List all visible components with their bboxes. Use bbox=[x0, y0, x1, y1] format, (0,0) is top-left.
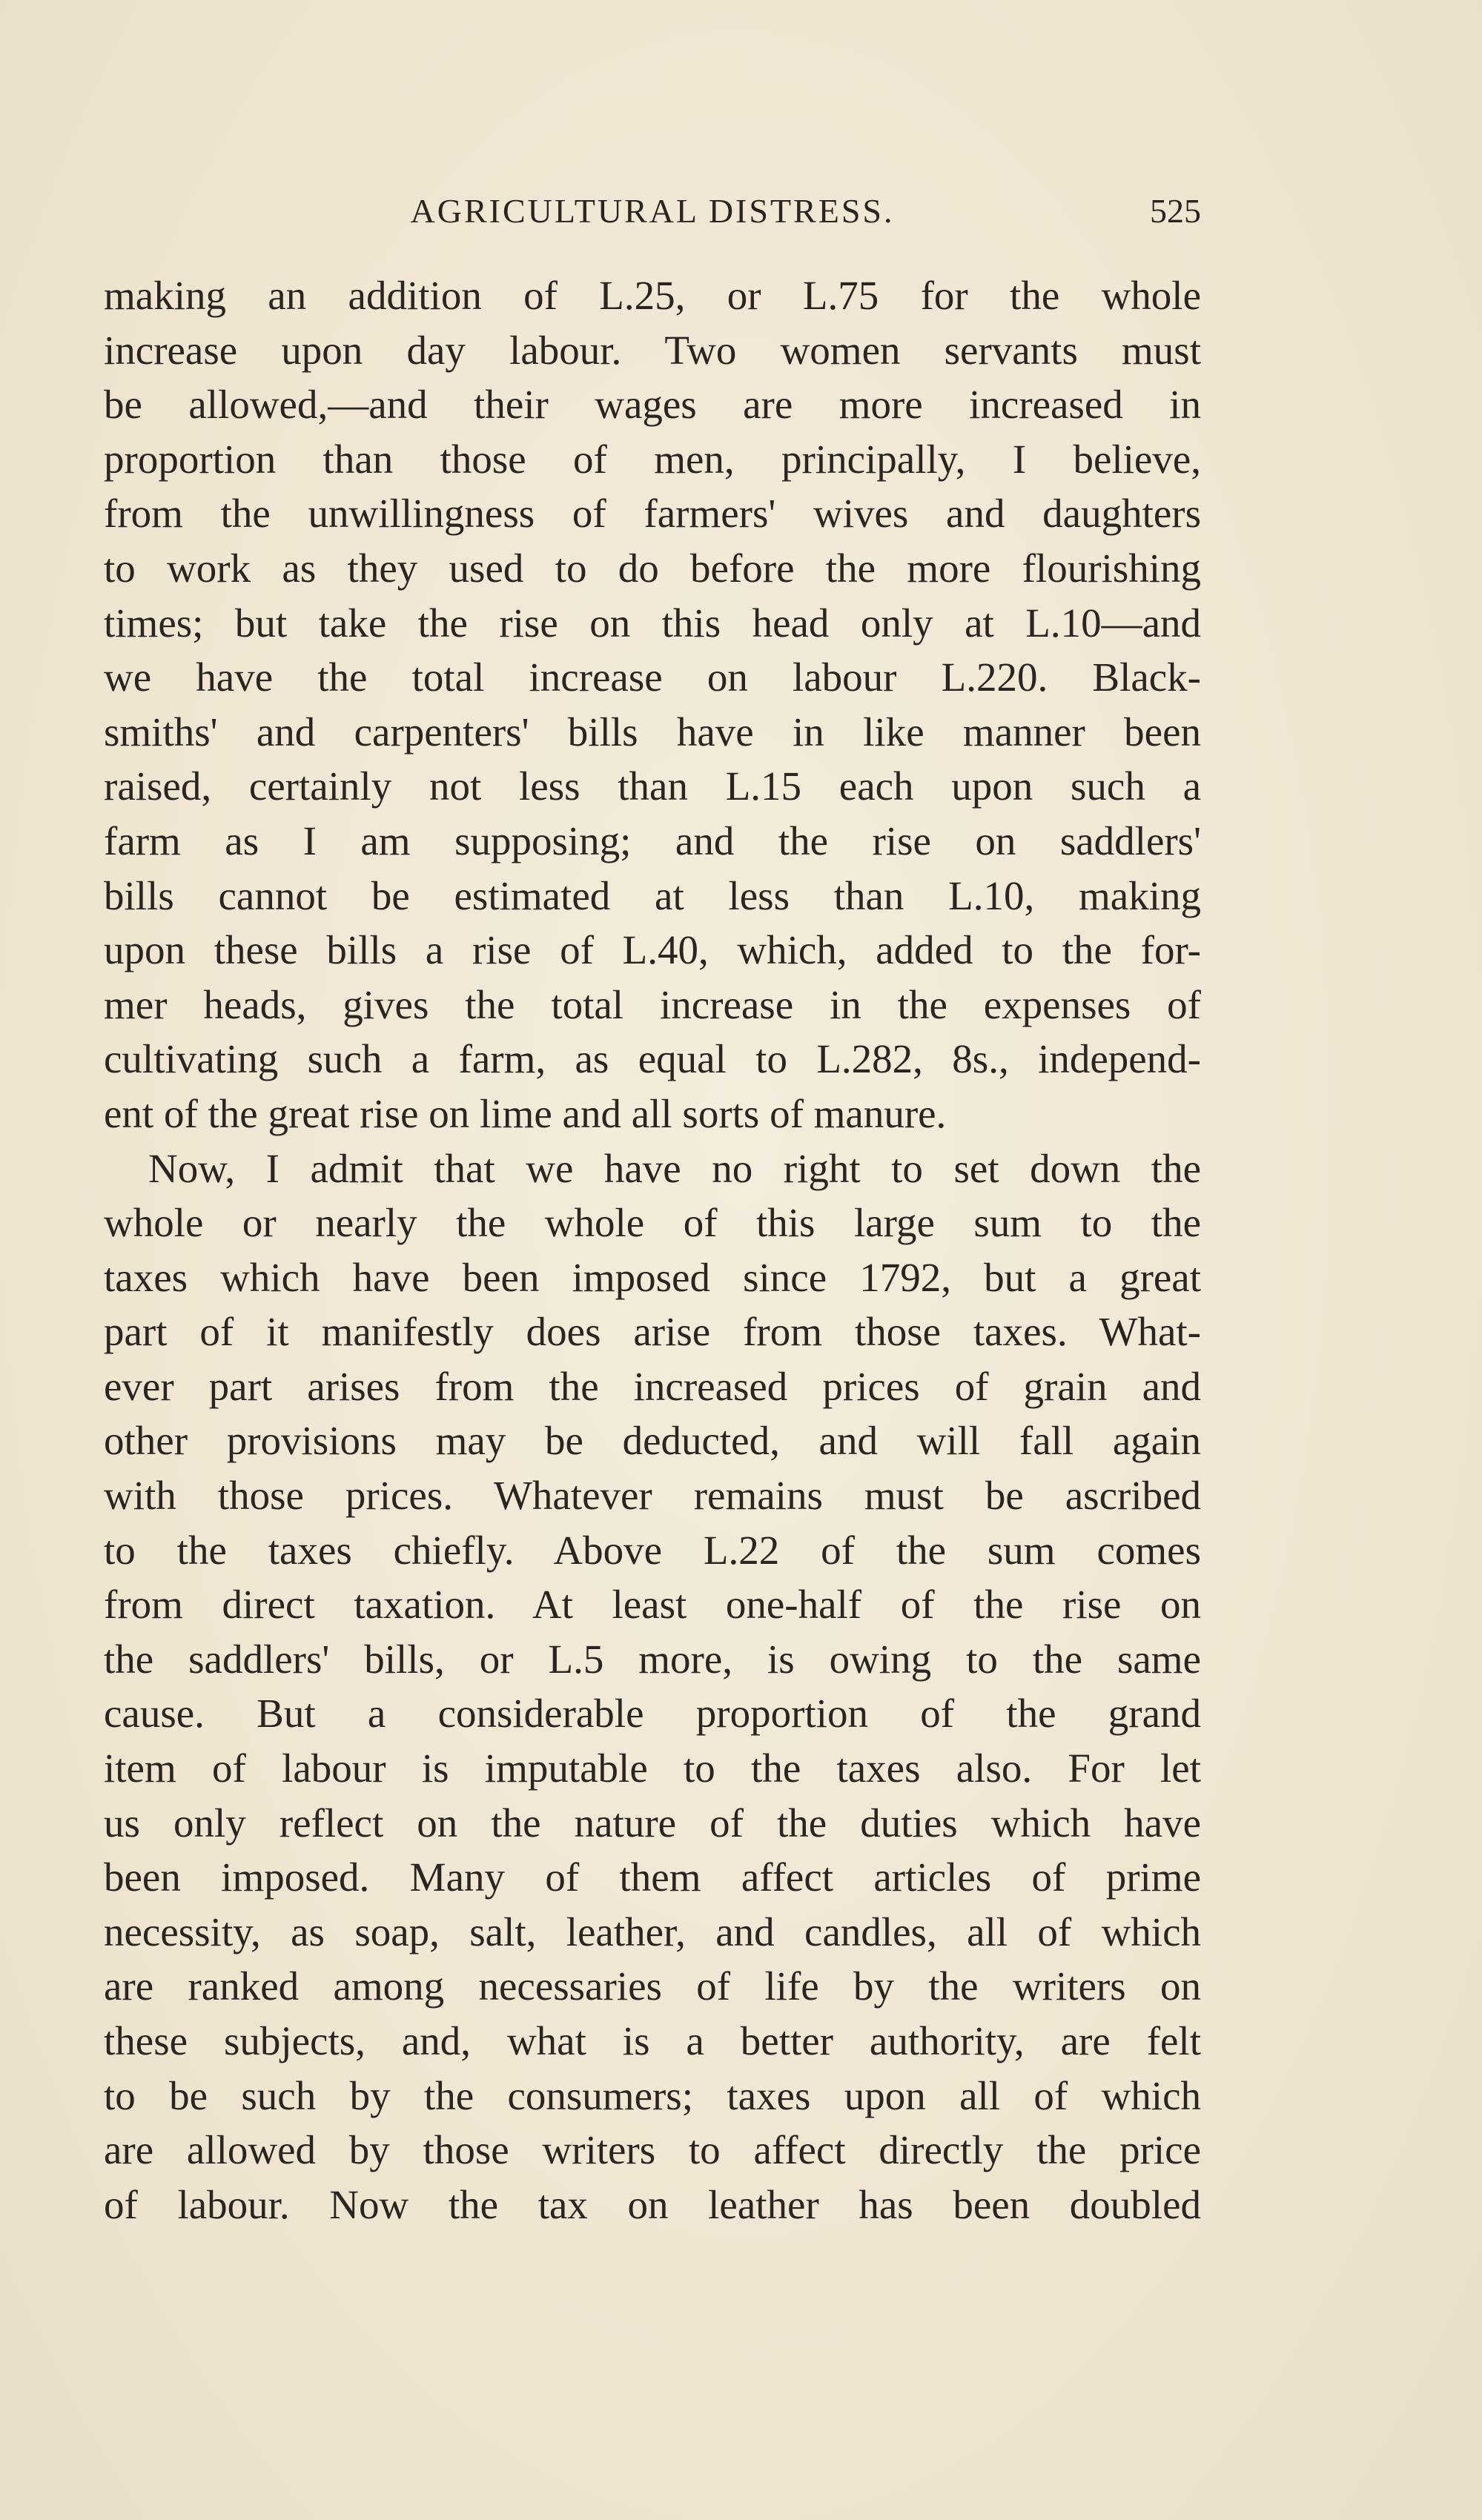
text-line: been imposed. Many of them affect articles of prime bbox=[104, 1854, 1201, 1900]
text-line: with those prices. Whatever remains must be ascribed bbox=[104, 1473, 1201, 1519]
text-line: part of it manifestly does arise from those taxes. What- bbox=[104, 1309, 1201, 1355]
text-line: times; but take the rise on this head only at L.10—and bbox=[104, 600, 1201, 646]
text-line: item of labour is imputable to the taxes also. For let bbox=[104, 1745, 1201, 1791]
text-line: be allowed,—and their wages are more increased in bbox=[104, 382, 1201, 428]
text-line: these subjects, and, what is a better authority, are felt bbox=[104, 2018, 1201, 2063]
text-line: proportion than those of men, principally, I believe, bbox=[104, 436, 1201, 482]
text-line: mer heads, gives the total increase in the expenses of bbox=[104, 981, 1201, 1027]
text-line: raised, certainly not less than L.15 each upon such a bbox=[104, 763, 1201, 809]
text-line: we have the total increase on labour L.220. Black- bbox=[104, 654, 1201, 700]
text-line: other provisions may be deducted, and will fall again bbox=[104, 1418, 1201, 1464]
text-line: upon these bills a rise of L.40, which, added to the for- bbox=[104, 927, 1201, 973]
text-line: are allowed by those writers to affect directly the price bbox=[104, 2127, 1201, 2173]
text-line: cultivating such a farm, as equal to L.282, 8s., independ- bbox=[104, 1036, 1201, 1082]
text-line: to the taxes chiefly. Above L.22 of the sum comes bbox=[104, 1527, 1201, 1573]
page-number: 525 bbox=[1150, 192, 1201, 230]
text-line: farm as I am supposing; and the rise on saddlers' bbox=[104, 818, 1201, 863]
text-line: from the unwillingness of farmers' wives and daughters bbox=[104, 491, 1201, 537]
text-line: necessity, as soap, salt, leather, and candles, all of which bbox=[104, 1909, 1201, 1954]
paragraph-start-line: Now, I admit that we have no right to set down the bbox=[148, 1145, 1201, 1191]
text-line: from direct taxation. At least one-half of the rise on bbox=[104, 1582, 1201, 1628]
page-header bbox=[104, 185, 1201, 237]
body-text bbox=[104, 268, 1201, 2232]
text-line: are ranked among necessaries of life by the writers on bbox=[104, 1963, 1201, 2009]
paragraph-end-line: ent of the great rise on lime and all sorts of manure. bbox=[104, 1090, 947, 1136]
text-line: ever part arises from the increased prices of grain and bbox=[104, 1363, 1201, 1409]
text-line: cause. But a considerable proportion of the grand bbox=[104, 1691, 1201, 1737]
text-line: the saddlers' bills, or L.5 more, is owing to the same bbox=[104, 1636, 1201, 1682]
text-line: smiths' and carpenters' bills have in like manner been bbox=[104, 709, 1201, 755]
text-line: making an addition of L.25, or L.75 for the whole bbox=[104, 273, 1201, 318]
text-line: whole or nearly the whole of this large sum to the bbox=[104, 1200, 1201, 1246]
text-line: of labour. Now the tax on leather has been doubled bbox=[104, 2181, 1201, 2227]
text-line: to be such by the consumers; taxes upon all of which bbox=[104, 2072, 1201, 2118]
text-line: us only reflect on the nature of the duties which have bbox=[104, 1800, 1201, 1846]
text-line: bills cannot be estimated at less than L.10, making bbox=[104, 872, 1201, 918]
text-line: to work as they used to do before the more flourishing bbox=[104, 545, 1201, 591]
text-line: taxes which have been imposed since 1792, but a great bbox=[104, 1254, 1201, 1300]
running-title: AGRICULTURAL DISTRESS. bbox=[410, 192, 895, 230]
text-line: increase upon day labour. Two women servants must bbox=[104, 327, 1201, 373]
